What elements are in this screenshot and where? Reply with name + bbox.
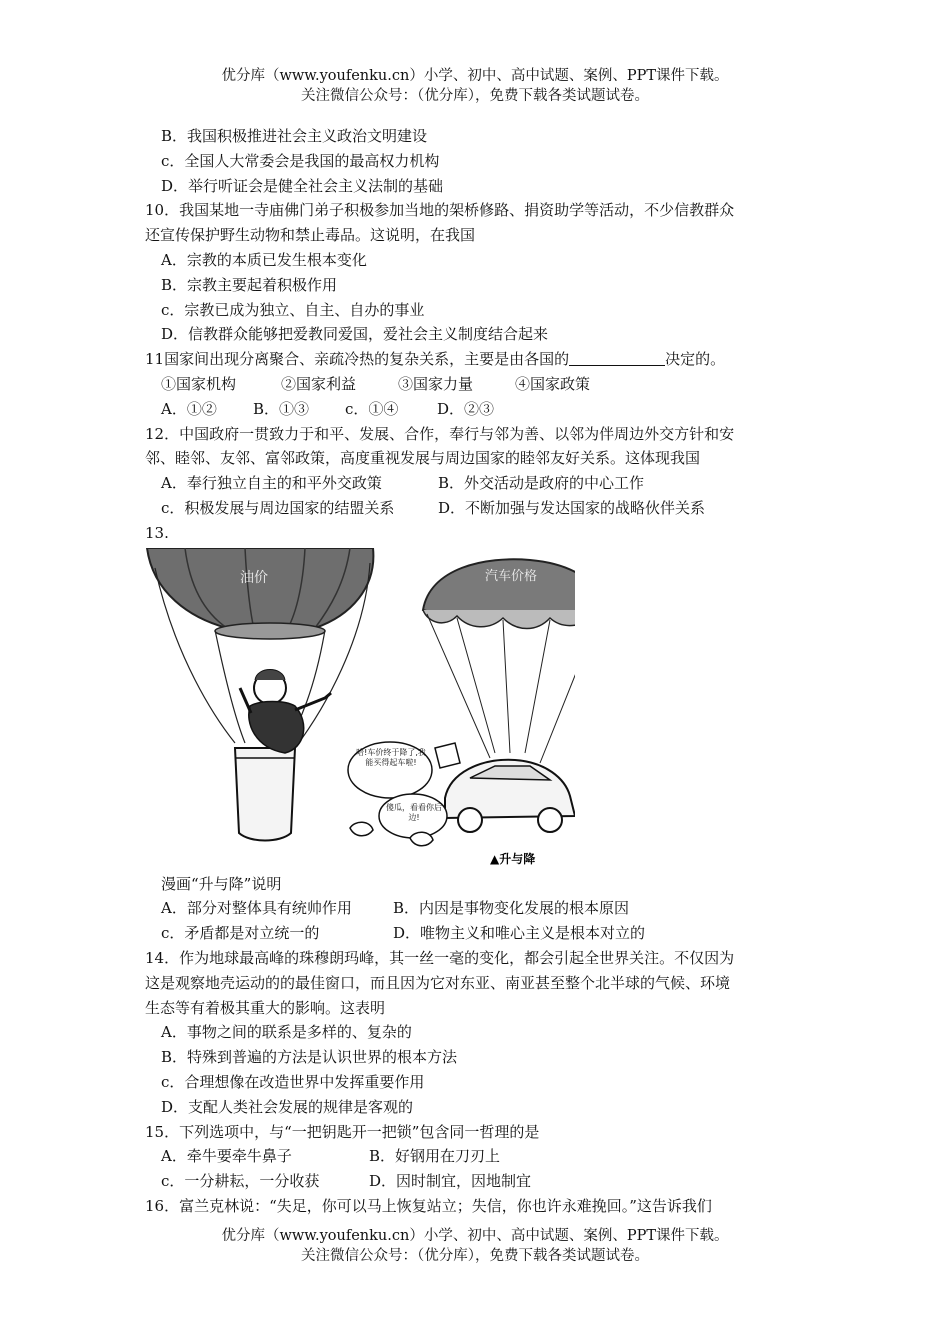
header-line-2: 关注微信公众号：（优分库），免费下载各类试题试卷。 xyxy=(301,88,649,104)
q12-options-row-2 xyxy=(145,496,825,521)
header-line-1: 优分库（www.youfenku.cn）小学、初中、高中试题、案例、PPT课件下载。 xyxy=(221,68,729,84)
q14-option-b: B．特殊到普遍的方法是认识世界的根本方法 xyxy=(161,1048,458,1067)
q12-options-row-1 xyxy=(145,471,825,496)
footer-line-1: 优分库（www.youfenku.cn）小学、初中、高中试题、案例、PPT课件下载。 xyxy=(221,1228,729,1244)
q14-stem-line-3: 生态等有着极其重大的影响。这表明 xyxy=(145,998,386,1017)
q11-item-2: ②国家利益 xyxy=(281,374,357,393)
bubble-text-warning: 傻瓜，看看你后边! xyxy=(386,802,442,822)
q11-answer-blank xyxy=(569,351,665,366)
q15-stem: 15．下列选项中，与“一把钥匙开一把锁”包含同一哲理的是 xyxy=(145,1122,540,1141)
bubble-text-happy: 哈!车价终于降了,我能买得起车啦! xyxy=(356,747,426,767)
q9-option-b: B．我国积极推进社会主义政治文明建设 xyxy=(161,127,428,145)
q15-option-b: B．好钢用在刀刃上 xyxy=(369,1147,501,1166)
q11-items xyxy=(145,372,825,397)
q14-stem-line-1: 14．作为地球最高峰的珠穆朗玛峰，其一丝一毫的变化，都会引起全世界关注。不仅因为 xyxy=(145,948,735,967)
q14-option-c: c．合理想像在改造世界中发挥重要作用 xyxy=(161,1072,425,1091)
q14-option-d: D．支配人类社会发展的规律是客观的 xyxy=(161,1097,414,1116)
balloon-label: 油价 xyxy=(240,569,268,586)
q10-option-c: c．宗教已成为独立、自主、自办的事业 xyxy=(161,300,425,319)
q15-option-d: D．因时制宜，因地制宜 xyxy=(369,1172,532,1191)
q11-item-3: ③国家力量 xyxy=(398,374,474,393)
q13-stem: 漫画“升与降”说明 xyxy=(161,874,282,893)
q11-option-b: B．①③ xyxy=(253,399,310,418)
q12-option-a: A．奉行独立自主的和平外交政策 xyxy=(161,474,382,493)
q13-options-row-2 xyxy=(145,921,825,946)
q12-option-b: B．外交活动是政府的中心工作 xyxy=(438,474,645,493)
q10-option-d: D．信教群众能够把爱教同爱国，爱社会主义制度结合起来 xyxy=(161,325,549,344)
parachute-label: 汽车价格 xyxy=(485,568,538,584)
q12-option-c: c．积极发展与周边国家的结盟关系 xyxy=(161,498,395,517)
page-header xyxy=(0,66,950,106)
q9-option-c: c．全国人大常委会是我国的最高权力机构 xyxy=(161,151,440,170)
q15-option-c: c．一分耕耘，一分收获 xyxy=(161,1172,320,1191)
hot-air-balloon xyxy=(147,548,373,841)
q11-options xyxy=(145,397,825,422)
q12-stem-line-2: 邻、睦邻、友邻、富邻政策，高度重视发展与周边国家的睦邻友好关系。这体现我国 xyxy=(145,449,701,468)
q10-option-a: A．宗教的本质已发生根本变化 xyxy=(161,250,367,269)
page-footer xyxy=(0,1226,950,1266)
small-figure-left xyxy=(350,822,373,836)
q15-options-row-2 xyxy=(145,1169,825,1194)
cartoon-rise-and-fall xyxy=(145,548,575,868)
q16-stem-line-1: 16．富兰克林说：“失足，你可以马上恢复站立；失信，你也许永难挽回。”这告诉我们 xyxy=(145,1196,712,1215)
q11-item-1: ①国家机构 xyxy=(161,374,237,393)
q13-options-row-1 xyxy=(145,896,825,921)
q11-option-c: c．①④ xyxy=(345,399,399,418)
q12-stem-line-1: 12．中国政府一贯致力于和平、发展、合作，奉行与邻为善、以邻为伴周边外交方针和安 xyxy=(145,424,735,443)
q13-number: 13. xyxy=(145,523,169,542)
q14-option-a: A．事物之间的联系是多样的、复杂的 xyxy=(161,1023,412,1042)
speech-bubble-warning xyxy=(379,794,447,838)
footer-line-2: 关注微信公众号：（优分库），免费下载各类试题试卷。 xyxy=(301,1248,649,1264)
q11-stem-post: 决定的。 xyxy=(665,350,726,369)
q13-option-c: c．矛盾都是对立统一的 xyxy=(161,924,320,943)
q10-option-b: B．宗教主要起着积极作用 xyxy=(161,275,338,294)
q15-options-row-1 xyxy=(145,1144,825,1169)
q13-option-d: D．唯物主义和唯心主义是根本对立的 xyxy=(393,924,646,943)
cartoon-caption: ▲升与降 xyxy=(490,851,536,866)
q11-stem xyxy=(145,347,825,372)
q11-stem-pre: 11国家间出现分离聚合、亲疏冷热的复杂关系，主要是由各国的 xyxy=(145,350,570,369)
parachute xyxy=(423,559,575,832)
q11-option-a: A．①② xyxy=(161,399,217,418)
exam-content xyxy=(145,124,825,1219)
q13-option-b: B．内因是事物变化发展的根本原因 xyxy=(393,899,630,918)
q11-item-4: ④国家政策 xyxy=(515,374,591,393)
q9-option-d: D．举行听证会是健全社会主义法制的基础 xyxy=(161,176,444,195)
q12-option-d: D．不断加强与发达国家的战略伙伴关系 xyxy=(438,498,706,517)
q13-option-a: A．部分对整体具有统帅作用 xyxy=(161,899,352,918)
speech-bubble-happy xyxy=(348,742,432,798)
q11-option-d: D．②③ xyxy=(437,399,495,418)
q15-option-a: A．牵牛要牵牛鼻子 xyxy=(161,1147,292,1166)
q14-stem-line-2: 这是观察地壳运动的的最佳窗口，而且因为它对东亚、南亚甚至整个北半球的气候、环境 xyxy=(145,973,731,992)
q10-stem-line-1: 10．我国某地一寺庙佛门弟子积极参加当地的架桥修路、捐资助学等活动，不少信教群众 xyxy=(145,201,735,220)
small-figure-right xyxy=(410,832,433,846)
q10-stem-line-2: 还宣传保护野生动物和禁止毒品。这说明，在我国 xyxy=(145,226,476,245)
